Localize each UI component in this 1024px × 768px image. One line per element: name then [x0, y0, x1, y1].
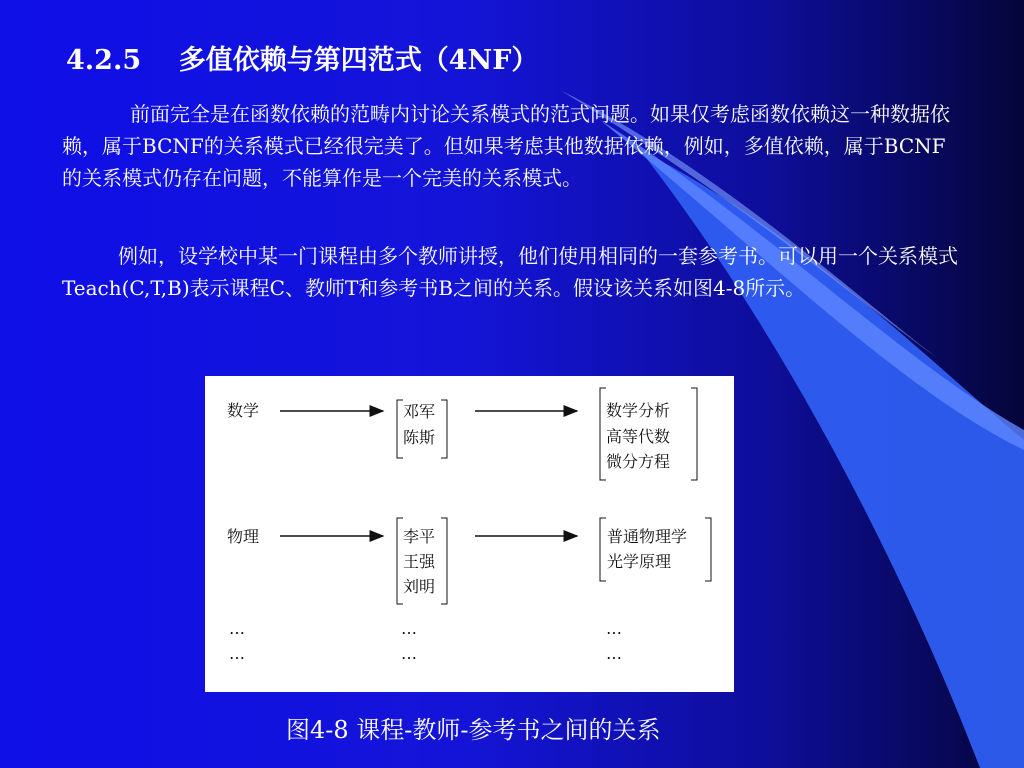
slide-title: 4.2.5 多值依赖与第四范式（4NF）: [66, 45, 539, 76]
paragraph-example: 例如，设学校中某一门课程由多个教师讲授，他们使用相同的一套参考书。可以用一个关系模式Teach(C,T,B)表示课程C、教师T和参考书B之间的关系。假设该关系如图4-8所示。: [62, 244, 958, 300]
book-title: 高等代数: [606, 427, 671, 446]
book-title: 光学原理: [607, 552, 672, 571]
book-title: 数学分析: [606, 401, 671, 420]
ellipsis: …: [401, 644, 417, 663]
bracket-left: [600, 518, 606, 581]
bracket-right: [705, 518, 711, 581]
ellipsis: …: [606, 619, 622, 638]
figure-caption: 图4-8 课程-教师-参考书之间的关系: [286, 716, 661, 744]
teacher-name: 李平: [403, 527, 436, 546]
ellipsis: …: [229, 619, 245, 638]
course-math: 数学: [227, 401, 260, 420]
ellipsis: …: [606, 644, 622, 663]
teacher-name: 邓军: [403, 402, 436, 421]
figure-teach-relation: [205, 376, 734, 692]
book-title: 普通物理学: [607, 527, 688, 546]
teacher-name: 刘明: [403, 577, 436, 596]
bracket-right: [441, 400, 447, 458]
ellipsis: …: [401, 619, 417, 638]
paragraph-intro: 前面完全是在函数依赖的范畴内讨论关系模式的范式问题。如果仅考虑函数依赖这一种数据依赖，属于BCNF的关系模式已经很完美了。但如果考虑其他数据依赖，例如，多值依赖，属于BCNF的关系模式仍存在问题，不能算作是一个完美的关系模式。: [62, 102, 950, 190]
bracket-right: [691, 388, 697, 480]
ellipsis: …: [229, 644, 245, 663]
teacher-name: 王强: [403, 552, 436, 571]
bracket-right: [441, 518, 447, 604]
book-title: 微分方程: [606, 452, 671, 471]
course-physics: 物理: [227, 527, 260, 546]
figure-diagram: [205, 376, 734, 692]
teacher-name: 陈斯: [403, 428, 436, 447]
